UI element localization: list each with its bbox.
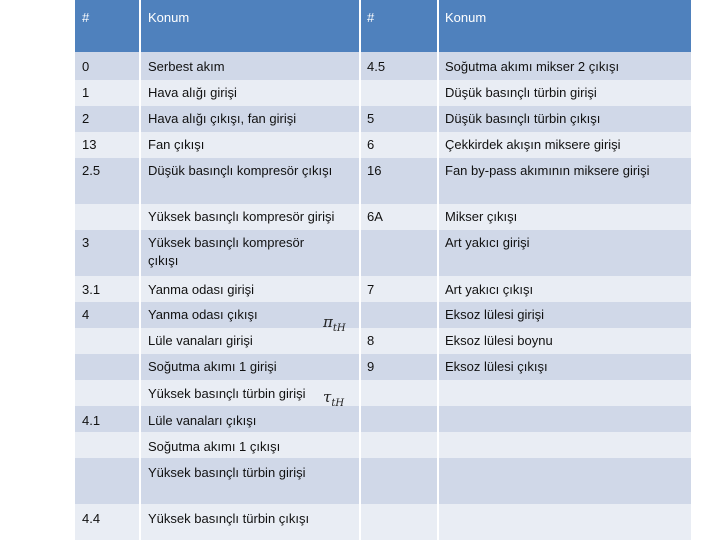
row-konum-2: Eksoz lülesi boynu: [445, 333, 553, 348]
row-konum-2: Eksoz lülesi girişi: [445, 307, 544, 322]
row-konum: Hava alığı çıkışı, fan girişi: [148, 111, 297, 126]
pi-symbol: π: [323, 313, 333, 331]
tau-subscript: tH: [331, 398, 345, 409]
row-konum-2: Art yakıcı çıkışı: [445, 282, 534, 297]
row-konum-2: Soğutma akımı mikser 2 çıkışı: [445, 59, 620, 74]
row-konum: Yüksek basınçlı kompresör çıkışı: [148, 235, 305, 268]
row-number-2: 5: [367, 111, 375, 126]
row-konum-2: Art yakıcı girişi: [445, 235, 530, 250]
row-number: 1: [82, 85, 90, 100]
row-konum-2: Çekkirdek akışın miksere girişi: [445, 137, 621, 152]
row-number-2: 6A: [367, 209, 383, 224]
row-number: 3: [82, 235, 90, 250]
row-konum: Fan çıkışı: [148, 137, 205, 152]
row-konum: Yanma odası çıkışı: [148, 307, 258, 322]
header-col-number: #: [82, 10, 90, 25]
row-konum: Soğutma akımı 1 girişi: [148, 359, 277, 374]
row-number: 2: [82, 111, 90, 126]
row-konum: Yanma odası girişi: [148, 282, 254, 297]
row-konum: Yüksek basınçlı kompresör girişi: [148, 209, 335, 224]
row-konum: Soğutma akımı 1 çıkışı: [148, 439, 281, 454]
row-konum: Serbest akım: [148, 59, 225, 74]
row-number: 0: [82, 59, 90, 74]
row-number: 13: [82, 137, 97, 152]
row-number-2: 16: [367, 163, 382, 178]
row-konum-2: Düşük basınçlı türbin çıkışı: [445, 111, 601, 126]
header-col-number-2: #: [367, 10, 375, 25]
column-divider: [359, 0, 361, 540]
pi-th-formula: [323, 313, 346, 334]
row-number: 4.1: [82, 413, 101, 428]
row-konum-2: Eksoz lülesi çıkışı: [445, 359, 548, 374]
data-table: [75, 0, 691, 540]
header-col-konum-2: Konum: [445, 10, 487, 25]
row-konum: Düşük basınçlı kompresör çıkışı: [148, 163, 333, 178]
row-number: 3.1: [82, 282, 101, 297]
row-number-2: 7: [367, 282, 375, 297]
row-konum-2: Fan by-pass akımının miksere girişi: [445, 163, 650, 178]
row-number: 4: [82, 307, 90, 322]
column-divider: [437, 0, 439, 540]
row-konum: Yüksek basınçlı türbin girişi: [148, 386, 306, 401]
row-number-2: 4.5: [367, 59, 386, 74]
pi-subscript: tH: [332, 323, 346, 334]
row-konum: Lüle vanaları çıkışı: [148, 413, 257, 428]
row-konum: Hava alığı girişi: [148, 85, 237, 100]
row-number-2: 6: [367, 137, 375, 152]
row-konum-2: Düşük basınçlı türbin girişi: [445, 85, 597, 100]
row-number-2: 9: [367, 359, 375, 374]
tau-symbol: τ: [323, 388, 332, 406]
row-number: 4.4: [82, 511, 101, 526]
tau-th-formula: [323, 388, 344, 409]
row-konum: Yüksek basınçlı türbin çıkışı: [148, 511, 310, 526]
row-number-2: 8: [367, 333, 375, 348]
header-col-konum: Konum: [148, 10, 190, 25]
row-number: 2.5: [82, 163, 101, 178]
column-divider: [139, 0, 141, 540]
row-konum: Lüle vanaları girişi: [148, 333, 253, 348]
row-konum: Yüksek basınçlı türbin girişi: [148, 465, 306, 480]
row-konum-2: Mikser çıkışı: [445, 209, 518, 224]
